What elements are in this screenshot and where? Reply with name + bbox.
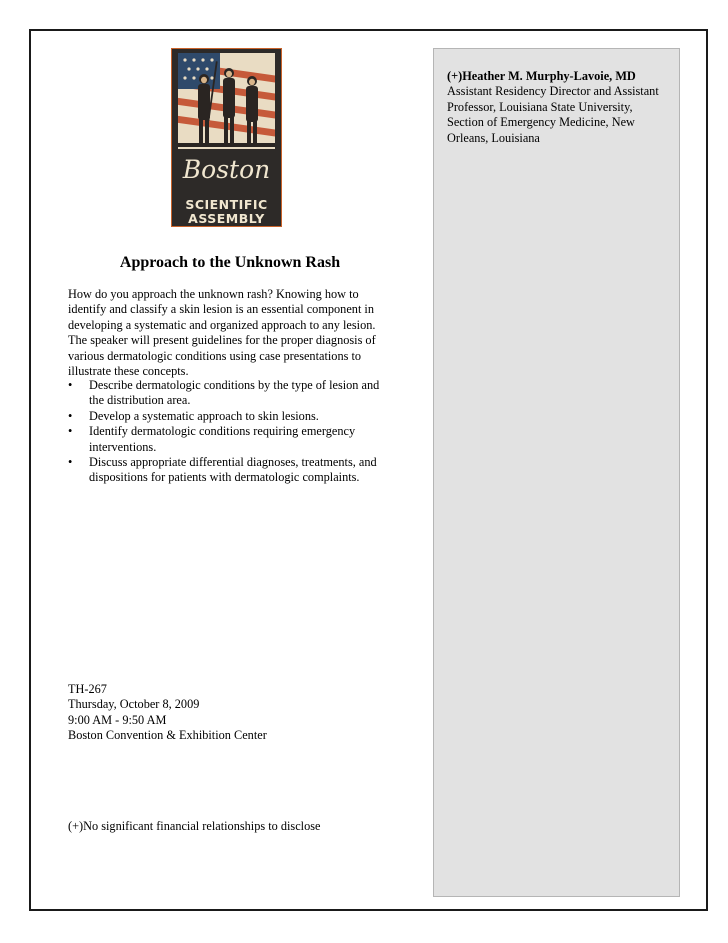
- objective-text: Discuss appropriate differential diagnoses, treatments, and dispositions for patients with dermatologic complaints.: [89, 455, 377, 485]
- speaker-name: (+)Heather M. Murphy-Lavoie, MD: [447, 69, 636, 83]
- disclosure-statement: (+)No significant financial relationships to disclose: [68, 819, 321, 833]
- list-item: [68, 409, 386, 424]
- list-item: [68, 424, 386, 455]
- bullet-icon: •: [68, 408, 73, 423]
- speaker-sidebar: [433, 48, 680, 897]
- objective-text: Describe dermatologic conditions by the type of lesion and the distribution area.: [89, 378, 380, 408]
- bullet-icon: •: [68, 378, 73, 392]
- session-location: Boston Convention & Exhibition Center: [68, 728, 267, 743]
- session-info: [68, 682, 388, 744]
- talk-abstract: How do you approach the unknown rash? Knowing how to identify and classify a skin lesion is an essential component in developing a systematic and organized approach to any lesion. The speaker will present guidelines for the proper diagnosis of various dermatologic conditions using case presentations to illustrate these concepts.: [68, 287, 376, 379]
- list-item: [68, 455, 386, 486]
- bullet-icon: •: [68, 424, 73, 439]
- list-item: [68, 378, 386, 409]
- conference-logo: [171, 48, 282, 227]
- logo-subtitle-line1: SCIENTIFIC: [185, 197, 268, 212]
- bullet-icon: •: [68, 455, 73, 470]
- speaker-title: Assistant Residency Director and Assistant Professor, Louisiana State University, Section of Emergency Medicine, New Orleans, Louisiana: [447, 84, 659, 145]
- speaker-info: [447, 69, 669, 146]
- objective-text: Develop a systematic approach to skin lesions.: [89, 408, 319, 423]
- session-time: 9:00 AM - 9:50 AM: [68, 712, 167, 727]
- session-code: TH-267: [68, 682, 107, 696]
- logo-subtitle-line2: ASSEMBLY: [188, 211, 265, 226]
- objective-text: Identify dermatologic conditions requiring emergency interventions.: [89, 424, 356, 454]
- logo-title: Boston: [182, 155, 271, 184]
- session-date: Thursday, October 8, 2009: [68, 697, 200, 712]
- objectives-list: [68, 378, 386, 486]
- talk-title: Approach to the Unknown Rash: [119, 254, 341, 271]
